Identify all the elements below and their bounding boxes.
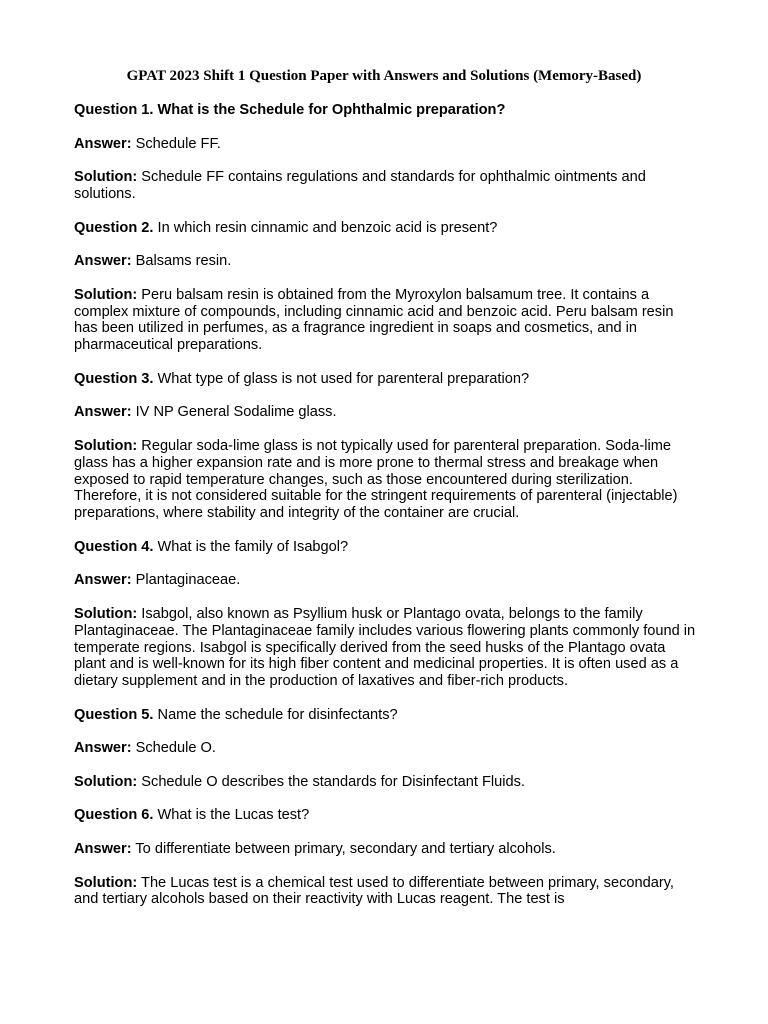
answer-4-text: Plantaginaceae.	[131, 572, 241, 589]
solution-1	[74, 169, 696, 203]
question-3-number: Question 3.	[74, 370, 154, 387]
answer-2-text: Balsams resin.	[131, 253, 232, 270]
answer-label: Answer:	[74, 253, 132, 270]
answer-label: Answer:	[74, 572, 132, 589]
question-5	[74, 707, 696, 724]
answer-4	[74, 572, 696, 589]
solution-6	[74, 875, 696, 909]
question-6-text: What is the Lucas test?	[153, 807, 310, 824]
question-3	[74, 371, 696, 388]
question-3-text: What type of glass is not used for parenteral preparation?	[153, 370, 530, 387]
solution-6-text: The Lucas test is a chemical test used to differentiate between primary, secondary, and tertiary alcohols based on their reactivity with Lucas reagent. The test is	[74, 874, 674, 908]
answer-5-text: Schedule O.	[131, 740, 216, 757]
question-6	[74, 807, 696, 824]
answer-1-text: Schedule FF.	[131, 135, 221, 152]
answer-2	[74, 253, 696, 270]
question-2	[74, 220, 696, 237]
answer-6	[74, 841, 696, 858]
question-4-number: Question 4.	[74, 538, 154, 555]
solution-label: Solution:	[74, 286, 138, 303]
answer-1	[74, 136, 696, 153]
question-5-number: Question 5.	[74, 706, 154, 723]
solution-2	[74, 287, 696, 354]
solution-3	[74, 438, 696, 522]
solution-3-text: Regular soda-lime glass is not typically used for parenteral preparation. Soda-lime glass has a higher expansion rate and is more prone to thermal stress and breakage when exposed to rapid temperature changes, such as those encountered during sterilization. Therefore, it is not considered suitable for the stringent requirements of parenteral (injectable) preparations, where stability and integrity of the container are crucial.	[74, 437, 678, 522]
answer-3-text: IV NP General Sodalime glass.	[131, 404, 337, 421]
solution-1-text: Schedule FF contains regulations and standards for ophthalmic ointments and solutions.	[74, 169, 646, 202]
question-2-text: In which resin cinnamic and benzoic acid is present?	[153, 219, 498, 236]
answer-3	[74, 404, 696, 421]
answer-5	[74, 740, 696, 757]
solution-2-text: Peru balsam resin is obtained from the Myroxylon balsamum tree. It contains a complex mixture of compounds, including cinnamic acid and benzoic acid. Peru balsam resin has been utilized in perfumes, as a fragrance ingredient in soaps and cosmetics, and in pharmaceutical preparations.	[74, 286, 674, 354]
question-2-number: Question 2.	[74, 219, 154, 236]
solution-label: Solution:	[74, 874, 138, 891]
question-4-text: What is the family of Isabgol?	[153, 538, 349, 555]
page-title: GPAT 2023 Shift 1 Question Paper with Answers and Solutions (Memory-Based)	[126, 68, 642, 84]
solution-5-text: Schedule O describes the standards for Disinfectant Fluids.	[137, 773, 525, 790]
answer-6-text: To differentiate between primary, secondary and tertiary alcohols.	[131, 841, 556, 858]
question-1	[74, 102, 696, 119]
solution-label: Solution:	[74, 169, 138, 186]
solution-4-text: Isabgol, also known as Psyllium husk or Plantago ovata, belongs to the family Plantaginaceae. The Plantaginaceae family includes various flowering plants commonly found in temperate regions. Isabgol is specifically derived from the seed husks of the Plantago ovata plant and is well-known for its high fiber content and medicinal properties. It is often used as a dietary supplement and in the production of laxatives and fiber-rich products.	[74, 605, 696, 690]
question-5-text: Name the schedule for disinfectants?	[153, 706, 398, 723]
solution-4	[74, 606, 696, 690]
question-6-number: Question 6.	[74, 807, 154, 824]
answer-label: Answer:	[74, 740, 132, 757]
solution-label: Solution:	[74, 605, 138, 622]
answer-label: Answer:	[74, 841, 132, 858]
solution-label: Solution:	[74, 773, 138, 790]
solution-label: Solution:	[74, 437, 138, 454]
answer-label: Answer:	[74, 135, 132, 152]
solution-5	[74, 774, 696, 791]
document-body	[74, 102, 696, 925]
answer-label: Answer:	[74, 404, 132, 421]
question-1-heading: Question 1. What is the Schedule for Ophthalmic preparation?	[74, 102, 506, 118]
question-4	[74, 539, 696, 556]
